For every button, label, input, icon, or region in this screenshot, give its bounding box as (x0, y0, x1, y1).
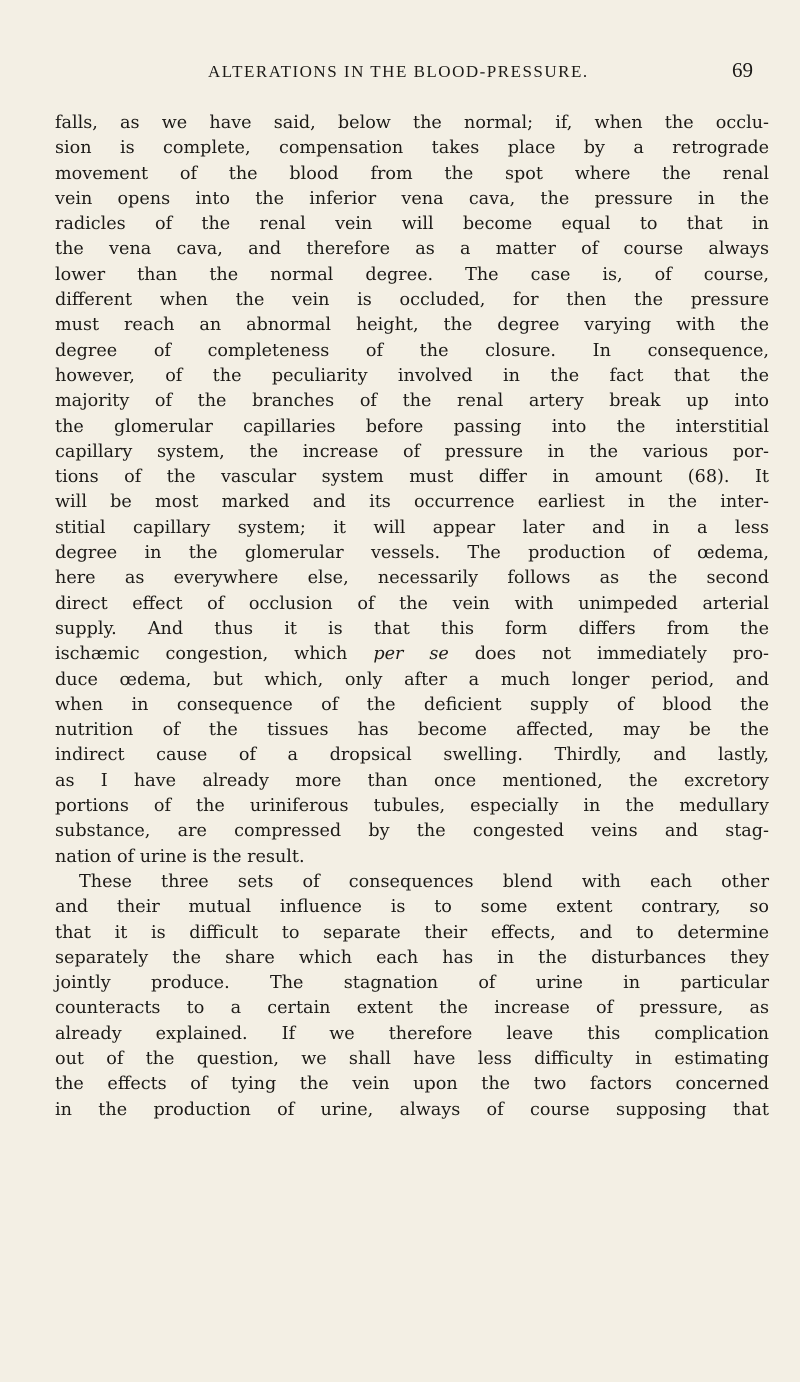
text-line: falls, as we have said, below the normal; if, when the occlu- (55, 113, 769, 133)
text-segment: does not immediately pro- (448, 644, 770, 665)
text-line: and their mutual influence is to some extent contrary, so (55, 897, 769, 918)
running-head: ALTERATIONS IN THE BLOOD-PRESSURE. (208, 62, 589, 81)
text-line: degree in the glomerular vessels. The production of œdema, (55, 543, 769, 564)
text-line: tions of the vascular system must differ in amount (68). It (55, 467, 769, 488)
text-line: as I have already more than once mentioned, the excretory (55, 770, 769, 791)
text-line: substance, are compressed by the congested veins and stag- (55, 821, 769, 842)
italic-phrase: per se (373, 644, 449, 665)
body-text (55, 111, 769, 1123)
text-line: direct effect of occlusion of the vein with unimpeded arterial (55, 593, 769, 614)
text-line: duce œdema, but which, only after a much longer period, and (55, 669, 769, 690)
text-line: jointly produce. The stagnation of urine in particular (55, 973, 769, 994)
text-line: supply. And thus it is that this form differs from the (55, 618, 769, 639)
paragraph-start-line: These three sets of consequences blend with each other (79, 871, 769, 892)
text-line: separately the share which each has in the disturbances they (55, 947, 769, 968)
text-line: the effects of tying the vein upon the two factors concerned (55, 1074, 769, 1095)
text-line: in the production of urine, always of course supposing that (55, 1099, 769, 1120)
text-line: different when the vein is occluded, for then the pressure (55, 290, 769, 311)
text-line-italic (55, 642, 769, 667)
text-line: stitial capillary system; it will appear later and in a less (55, 517, 769, 538)
text-line: nutrition of the tissues has become affected, may be the (55, 720, 769, 741)
text-line: portions of the uriniferous tubules, especially in the medullary (55, 796, 769, 817)
page-header (0, 58, 800, 88)
text-line: already explained. If we therefore leave this complication (55, 1023, 769, 1044)
text-segment: ischæmic congestion, which (55, 644, 374, 665)
page-number: 69 (732, 58, 753, 82)
text-line: counteracts to a certain extent the increase of pressure, as (55, 998, 769, 1019)
text-line: degree of completeness of the closure. In consequence, (55, 340, 769, 361)
text-line: however, of the peculiarity involved in the fact that the (55, 365, 769, 386)
text-line: majority of the branches of the renal artery break up into (55, 391, 769, 412)
text-line: sion is complete, compensation takes place by a retrograde (55, 138, 769, 159)
text-line: movement of the blood from the spot where the renal (55, 163, 769, 184)
text-line: out of the question, we shall have less difficulty in estimating (55, 1048, 769, 1069)
text-line: indirect cause of a dropsical swelling. Thirdly, and lastly, (55, 745, 769, 766)
text-line: the vena cava, and therefore as a matter of course always (55, 239, 769, 260)
text-line: the glomerular capillaries before passing into the interstitial (55, 416, 769, 437)
text-line: lower than the normal degree. The case is, of course, (55, 264, 769, 285)
text-line: when in consequence of the deficient supply of blood the (55, 694, 769, 715)
text-line: vein opens into the inferior vena cava, the pressure in the (55, 188, 769, 209)
text-line: that it is difficult to separate their effects, and to determine (55, 922, 769, 943)
text-line: will be most marked and its occurrence earliest in the inter- (55, 492, 769, 513)
text-line: radicles of the renal vein will become equal to that in (55, 214, 769, 235)
text-line: capillary system, the increase of pressure in the various por- (55, 441, 769, 462)
text-line: must reach an abnormal height, the degree varying with the (55, 315, 769, 336)
paragraph-end-line: nation of urine is the result. (55, 846, 305, 867)
text-line: here as everywhere else, necessarily follows as the second (55, 568, 769, 589)
